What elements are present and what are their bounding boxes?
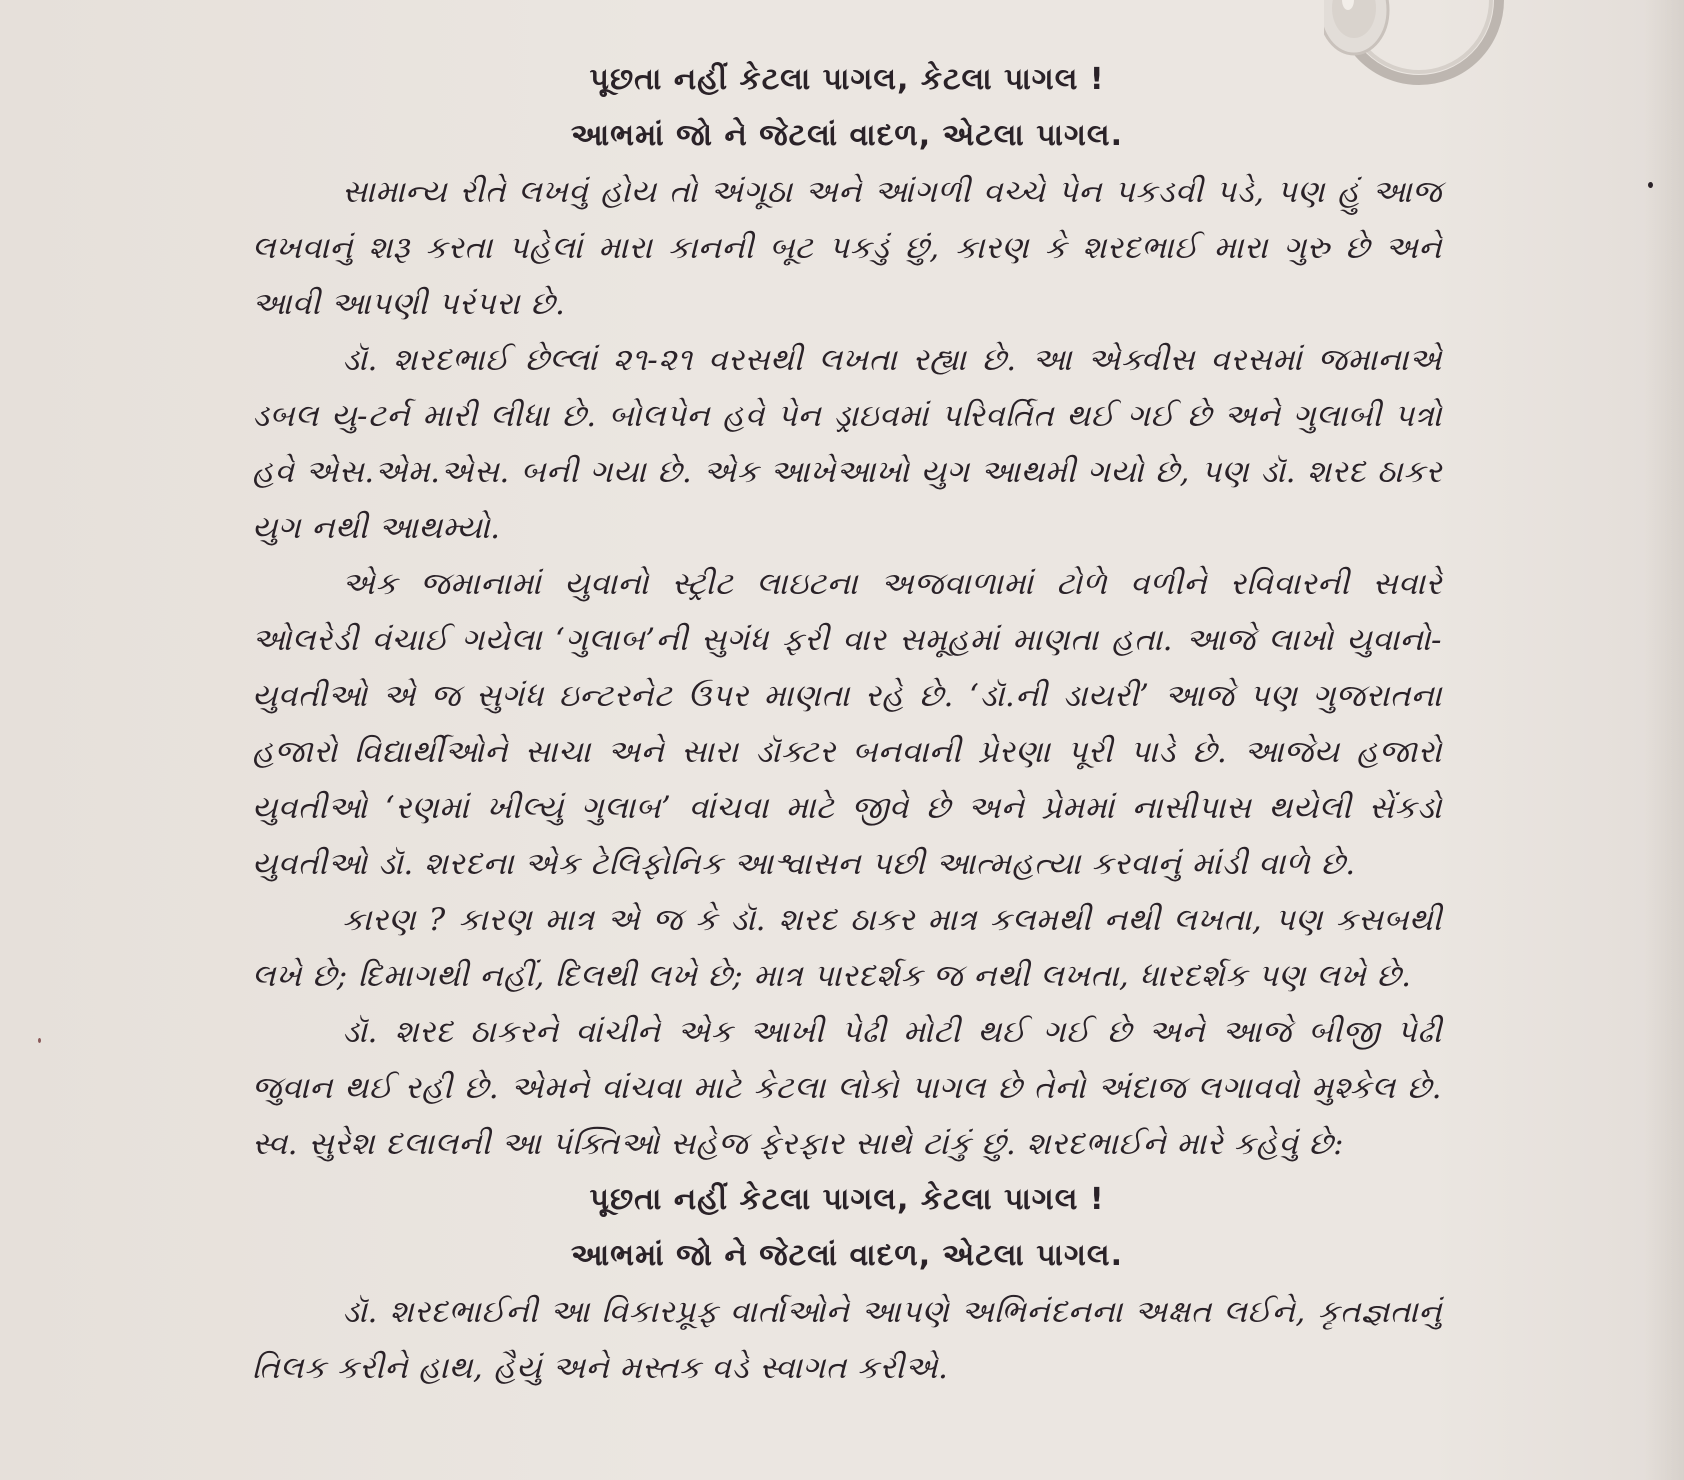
couplet-bottom — [252, 1172, 1442, 1284]
ink-speck — [38, 1038, 41, 1043]
text-body — [252, 52, 1442, 1396]
paragraph-2: ડૉ. શરદભાઈ છેલ્લાં ૨૧-૨૧ વરસથી લખતા રહ્યા છે. આ એક્વીસ વરસમાં જમાનાએ ડબલ યુ-ટર્ન મારી લીધા છે. બોલપેન હવે પેન ડ્રાઇવમાં પરિવર્તિત થઈ ગઈ છે અને ગુલાબી પત્રો હવે એસ.એમ.એસ. બની ગયા છે. એક આખેઆખો યુગ આથમી ગયો છે, પણ ડૉ. શરદ ઠાકર યુગ નથી આથમ્યો. — [252, 342, 1442, 546]
couplet-top — [252, 52, 1442, 164]
couplet-top-line-2: આભમાં જો ને જેટલાં વાદળ, એટલા પાગલ. — [571, 118, 1123, 153]
paragraph-3: એક જમાનામાં યુવાનો સ્ટ્રીટ લાઇટના અજવાળામાં ટોળે વળીને રવિવારની સવારે ઓલરેડી વંચાઈ ગયેલા ‘ગુલાબ’ની સુગંધ ફરી વાર સમૂહમાં માણતા હતા. આજે લાખો યુવાનો-યુવતીઓ એ જ સુગંધ ઇન્ટરનેટ ઉપર માણતા રહે છે. ‘ડૉ.ની ડાયરી’ આજે પણ ગુજરાતના હજારો વિદ્યાર્થીઓને સાચા અને સારા ડૉક્ટર બનવાની પ્રેરણા પૂરી પાડે છે. આજેય હજારો યુવતીઓ ‘રણમાં ખીલ્યું ગુલાબ’ વાંચવા માટે જીવે છે અને પ્રેમમાં નાસીપાસ થયેલી સેંકડો યુવતીઓ ડૉ. શરદના એક ટેલિફોનિક આશ્વાસન પછી આત્મહત્યા કરવાનું માંડી વાળે છે. — [252, 566, 1442, 882]
couplet-bottom-line-2: આભમાં જો ને જેટલાં વાદળ, એટલા પાગલ. — [571, 1238, 1123, 1273]
paragraph-1: સામાન્ય રીતે લખવું હોય તો અંગૂઠા અને આંગળી વચ્ચે પેન પકડવી પડે, પણ હું આજ લખવાનું શરૂ કરતા પહેલાં મારા કાનની બૂટ પકડું છું, કારણ કે શરદભાઈ મારા ગુરુ છે અને આવી આપણી પરંપરા છે. — [252, 174, 1442, 322]
paragraph-4: કારણ ? કારણ માત્ર એ જ કે ડૉ. શરદ ઠાકર માત્ર કલમથી નથી લખતા, પણ કસબથી લખે છે; દિમાગથી નહીં, દિલથી લખે છે; માત્ર પારદર્શક જ નથી લખતા, ધારદર્શક પણ લખે છે. — [252, 902, 1442, 994]
closing-paragraph: ડૉ. શરદભાઈની આ વિકારપ્રૂફ વાર્તાઓને આપણે અભિનંદનના અક્ષત લઈને, કૃતજ્ઞતાનું તિલક કરીને હાથ, હૈયું અને મસ્તક વડે સ્વાગત કરીએ. — [252, 1294, 1442, 1386]
couplet-top-line-1: પૂછતા નહીં કેટલા પાગલ, કેટલા પાગલ ! — [589, 62, 1105, 97]
ink-speck — [1648, 182, 1653, 188]
couplet-bottom-line-1: પૂછતા નહીં કેટલા પાગલ, કેટલા પાગલ ! — [589, 1182, 1105, 1217]
paragraph-5: ડૉ. શરદ ઠાકરને વાંચીને એક આખી પેઢી મોટી થઈ ગઈ છે અને આજે બીજી પેઢી જુવાન થઈ રહી છે. એમને વાંચવા માટે કેટલા લોકો પાગલ છે તેનો અંદાજ લગાવવો મુશ્કેલ છે. સ્વ. સુરેશ દલાલની આ પંક્તિઓ સહેજ ફેરફાર સાથે ટાંકું છું. શરદભાઈને મારે કહેવું છે: — [252, 1014, 1442, 1162]
page-edge-shadow — [1644, 0, 1684, 1480]
